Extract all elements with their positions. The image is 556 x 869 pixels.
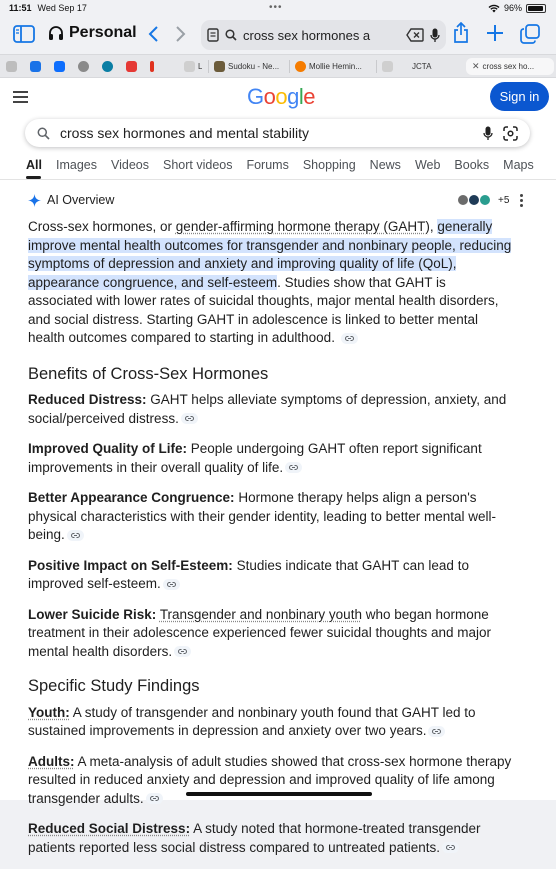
tab-news[interactable]: News xyxy=(369,158,401,172)
item-title: Improved Quality of Life: xyxy=(28,441,188,456)
tab-all[interactable]: All xyxy=(26,158,42,172)
list-item xyxy=(28,704,513,741)
list-item xyxy=(28,391,513,428)
item-link[interactable]: Transgender and nonbinary youth xyxy=(159,606,362,622)
item-title: Reduced Distress: xyxy=(28,392,147,407)
google-header xyxy=(0,78,556,118)
item-text: A meta-analysis of adult studies showed that cross-sex hormone therapy resulted in reduced anxiety and depression and improved quality of life among transgender adults. xyxy=(28,753,512,806)
logo-letter: o xyxy=(275,84,288,109)
status-time xyxy=(9,3,87,13)
page-menu-icon[interactable] xyxy=(207,28,219,42)
tab-short-videos[interactable]: Short videos xyxy=(162,158,233,172)
address-bar[interactable] xyxy=(201,20,446,50)
tab-8[interactable] xyxy=(184,58,202,75)
tab-label: L xyxy=(198,62,203,71)
search-query[interactable]: cross sex hormones and mental stability xyxy=(60,125,309,141)
google-logo[interactable] xyxy=(247,84,315,110)
logo-letter: g xyxy=(287,84,299,109)
logo-letter: l xyxy=(298,84,304,109)
microphone-icon[interactable] xyxy=(430,28,440,43)
menu-icon[interactable] xyxy=(13,91,28,103)
tab-favicon xyxy=(102,61,113,72)
tab-overview-button[interactable] xyxy=(520,24,540,44)
item-text: People undergoing GAHT often report significant improvements in their overall quality of life. xyxy=(28,441,482,475)
url-text[interactable]: cross sex hormones a xyxy=(243,27,371,43)
tab-favicon xyxy=(150,61,154,72)
ai-sources[interactable] xyxy=(457,194,509,206)
link-icon[interactable] xyxy=(181,413,198,424)
battery-icon xyxy=(526,4,546,13)
tab-10[interactable] xyxy=(295,58,373,75)
link-icon[interactable] xyxy=(442,842,459,853)
tab-3[interactable] xyxy=(54,58,65,75)
tab-label: Sudoku - Ne... xyxy=(228,62,280,71)
headphones-icon xyxy=(48,25,64,41)
wifi-icon xyxy=(488,4,500,13)
multitasking-dots[interactable]: ••• xyxy=(269,2,283,13)
tab-favicon xyxy=(30,61,41,72)
tab-6[interactable] xyxy=(126,58,137,75)
item-text: GAHT helps alleviate symptoms of depression, anxiety, and social/perceived distress. xyxy=(28,392,507,426)
item-title[interactable]: Reduced Social Distress: xyxy=(28,821,191,836)
tab-5[interactable] xyxy=(102,58,113,75)
tab-separator xyxy=(208,60,209,73)
link-icon[interactable] xyxy=(341,333,358,344)
tab-separator xyxy=(376,60,377,73)
list-item xyxy=(28,820,513,857)
tab-books[interactable]: Books xyxy=(454,158,490,172)
tab-11[interactable] xyxy=(382,58,462,75)
tab-separator xyxy=(289,60,290,73)
home-indicator[interactable] xyxy=(186,792,372,796)
tab-label: JCTA xyxy=(412,62,432,71)
clear-url-icon[interactable] xyxy=(406,28,424,42)
close-tab-icon[interactable]: ✕ xyxy=(472,61,480,71)
battery-percent: 96% xyxy=(503,3,522,13)
ai-overview-body xyxy=(28,218,513,869)
tab-favicon xyxy=(295,61,306,72)
tab-maps[interactable]: Maps xyxy=(503,158,534,172)
item-title: Lower Suicide Risk: xyxy=(28,606,157,622)
tab-favicon xyxy=(6,61,17,72)
tab-7[interactable] xyxy=(150,58,154,75)
tab-1[interactable] xyxy=(6,58,17,75)
tab-label: cross sex ho... xyxy=(482,62,535,71)
list-item xyxy=(28,440,513,477)
item-text: Studies indicate that GAHT can lead to improved self-esteem. xyxy=(28,557,469,591)
item-text: A study of transgender and nonbinary youth found that GAHT led to sustained improvements in depression and anxiety over two years. xyxy=(28,704,476,738)
highlighted-text: generally improve mental health outcomes for transgender and nonbinary people, reducing symptoms of depression and anxiety and improving quality of life (QoL), appearance congruence, and self-esteem xyxy=(28,219,512,290)
nav-divider xyxy=(0,179,556,180)
profile-switcher[interactable] xyxy=(48,24,137,42)
intro-text: . Studies show that GAHT is associated with lower rates of suicidal thoughts, major mental health disorders, and social distress. Starting GAHT in adolescence is linked to better mental health outcomes compared to starting in adulthood. xyxy=(28,274,499,345)
battery-level xyxy=(528,6,543,11)
item-title: Better Appearance Congruence: xyxy=(28,490,235,505)
share-button[interactable] xyxy=(452,22,470,44)
logo-letter: o xyxy=(263,84,276,109)
link-icon[interactable] xyxy=(146,793,163,804)
search-icon xyxy=(37,127,50,140)
link-icon[interactable] xyxy=(428,726,445,737)
item-text: who began hormone treatment in their adolescence experienced fewer suicidal thoughts and major mental health disorders. xyxy=(28,606,492,659)
intro-text: , xyxy=(429,219,438,234)
tab-4[interactable] xyxy=(78,58,89,75)
ai-overview-header xyxy=(28,193,114,207)
source-count: +5 xyxy=(498,194,510,206)
gaht-link[interactable]: gender-affirming hormone therapy (GAHT) xyxy=(175,219,430,234)
tab-favicon xyxy=(126,61,137,72)
status-bar xyxy=(0,0,556,16)
ai-overview xyxy=(17,181,539,855)
link-icon[interactable] xyxy=(163,579,180,590)
item-text: Hormone therapy helps align a person's physical characteristics with their gender identity, leading to better mental well-being. xyxy=(28,490,496,542)
tab-9[interactable] xyxy=(214,58,286,75)
tab-images[interactable]: Images xyxy=(55,158,97,172)
findings-heading: Specific Study Findings xyxy=(28,677,200,695)
sparkle-icon xyxy=(28,194,41,207)
tab-favicon xyxy=(382,61,393,72)
lens-icon[interactable] xyxy=(503,126,518,141)
new-tab-button[interactable] xyxy=(486,24,504,42)
source-avatar xyxy=(479,194,491,206)
tab-videos[interactable]: Videos xyxy=(110,158,149,172)
tab-shopping[interactable]: Shopping xyxy=(302,158,356,172)
item-title: Positive Impact on Self-Esteem: xyxy=(28,557,233,573)
tab-web[interactable]: Web xyxy=(414,158,441,172)
intro-text: Cross-sex hormones, or xyxy=(28,219,176,234)
search-icon xyxy=(225,29,237,41)
profile-label: Personal xyxy=(69,24,137,41)
benefits-heading: Benefits of Cross-Sex Hormones xyxy=(28,364,269,383)
tab-strip xyxy=(0,54,556,78)
list-item xyxy=(28,489,513,545)
tab-favicon xyxy=(54,61,65,72)
item-text: A study noted that hormone-treated transgender patients reported less social distress compared to untreated patients. xyxy=(28,821,481,855)
browser-toolbar xyxy=(0,16,556,54)
benefits-list xyxy=(28,391,513,661)
clock: 11:51 xyxy=(9,3,32,13)
forward-button[interactable] xyxy=(175,25,187,43)
voice-search-icon[interactable] xyxy=(483,126,493,141)
tab-active[interactable] xyxy=(466,58,554,75)
search-tabs xyxy=(26,158,548,178)
more-options-icon[interactable] xyxy=(520,194,523,209)
tab-forums[interactable]: Forums xyxy=(246,158,289,172)
tab-favicon xyxy=(184,61,195,72)
logo-letter: e xyxy=(303,84,316,109)
findings-list xyxy=(28,704,513,858)
tab-2[interactable] xyxy=(30,58,41,75)
tab-favicon xyxy=(214,61,225,72)
link-icon[interactable] xyxy=(174,646,191,657)
date: Wed Sep 17 xyxy=(37,3,87,13)
list-item xyxy=(28,557,513,594)
tab-label: Mollie Hemin... xyxy=(309,62,362,71)
search-box[interactable] xyxy=(25,119,530,147)
tab-favicon xyxy=(78,61,89,72)
back-button[interactable] xyxy=(147,25,159,43)
sign-in-button[interactable]: Sign in xyxy=(490,82,549,111)
status-indicators xyxy=(488,3,546,13)
list-item xyxy=(28,606,513,662)
web-page xyxy=(0,78,556,855)
item-title[interactable]: Adults: xyxy=(28,753,75,769)
link-icon[interactable] xyxy=(285,462,302,473)
logo-letter: G xyxy=(247,84,264,109)
item-title[interactable]: Youth: xyxy=(28,704,70,720)
ai-overview-title: AI Overview xyxy=(47,193,115,207)
intro-paragraph xyxy=(28,218,513,348)
sidebar-icon[interactable] xyxy=(13,25,35,43)
link-icon[interactable] xyxy=(67,530,84,541)
